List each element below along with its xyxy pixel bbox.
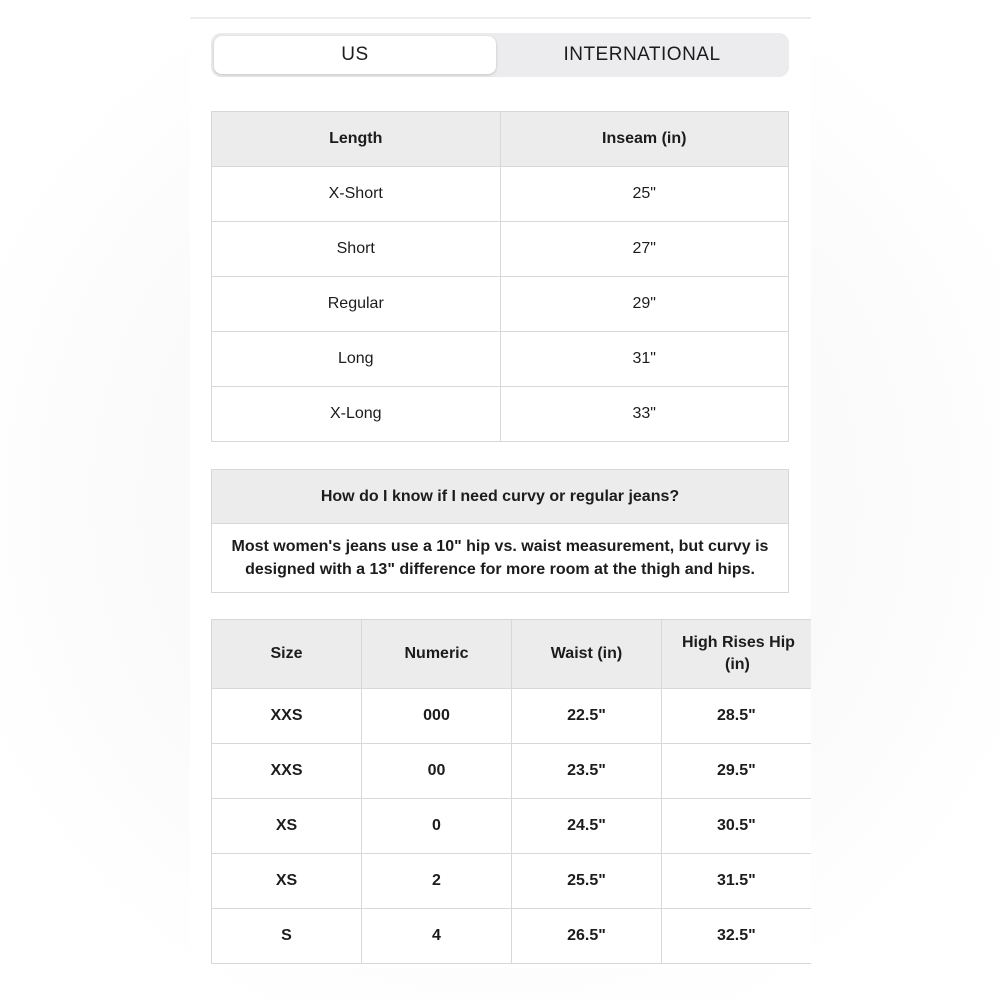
column-header-inseam: Inseam (in) (500, 112, 789, 167)
hip-cell: 31.5" (662, 854, 812, 909)
tab-international[interactable]: INTERNATIONAL (563, 44, 721, 65)
table-header-row (212, 112, 789, 167)
hip-cell: 32.5" (662, 909, 812, 964)
numeric-cell: 4 (362, 909, 512, 964)
table-row (212, 799, 812, 854)
inseam-cell: 25" (500, 167, 789, 222)
numeric-cell: 2 (362, 854, 512, 909)
column-header-waist: Waist (in) (512, 620, 662, 689)
inseam-cell: 29" (500, 277, 789, 332)
table-row (212, 744, 812, 799)
hip-cell: 28.5" (662, 689, 812, 744)
length-table (211, 111, 789, 442)
table-row (212, 332, 789, 387)
size-table (211, 619, 811, 964)
faq-answer-line-2: designed with a 13" difference for more room at the thigh and hips. (245, 561, 755, 578)
table-row (212, 909, 812, 964)
column-header-hip-line-1: High Rises Hip (682, 634, 795, 651)
waist-cell: 22.5" (512, 689, 662, 744)
length-cell: X-Short (212, 167, 501, 222)
size-guide-panel (190, 0, 811, 968)
waist-cell: 25.5" (512, 854, 662, 909)
column-header-hip-line-2: (in) (725, 656, 750, 673)
hip-cell: 30.5" (662, 799, 812, 854)
table-row (212, 222, 789, 277)
tab-us[interactable]: US (214, 36, 496, 74)
waist-cell: 23.5" (512, 744, 662, 799)
length-cell: Regular (212, 277, 501, 332)
table-row (212, 167, 789, 222)
size-cell: XS (212, 854, 362, 909)
table-row (212, 854, 812, 909)
faq-answer (212, 524, 789, 593)
faq-question: How do I know if I need curvy or regular jeans? (212, 470, 789, 524)
length-cell: Long (212, 332, 501, 387)
size-cell: XS (212, 799, 362, 854)
length-cell: Short (212, 222, 501, 277)
numeric-cell: 00 (362, 744, 512, 799)
column-header-length: Length (212, 112, 501, 167)
hip-cell: 29.5" (662, 744, 812, 799)
table-row (212, 689, 812, 744)
inseam-cell: 27" (500, 222, 789, 277)
column-header-numeric: Numeric (362, 620, 512, 689)
size-cell: XXS (212, 689, 362, 744)
inseam-cell: 33" (500, 387, 789, 442)
size-cell: XXS (212, 744, 362, 799)
table-row (212, 277, 789, 332)
waist-cell: 26.5" (512, 909, 662, 964)
curvy-faq (211, 469, 789, 593)
length-cell: X-Long (212, 387, 501, 442)
faq-answer-line-1: Most women's jeans use a 10" hip vs. waist measurement, but curvy is (231, 538, 769, 555)
size-cell: S (212, 909, 362, 964)
column-header-size: Size (212, 620, 362, 689)
divider (190, 17, 811, 19)
column-header-hip (662, 620, 812, 689)
waist-cell: 24.5" (512, 799, 662, 854)
table-row (212, 387, 789, 442)
inseam-cell: 31" (500, 332, 789, 387)
numeric-cell: 0 (362, 799, 512, 854)
unit-toggle (211, 33, 789, 77)
numeric-cell: 000 (362, 689, 512, 744)
table-header-row (212, 620, 812, 689)
size-table-scroll[interactable] (211, 619, 811, 968)
